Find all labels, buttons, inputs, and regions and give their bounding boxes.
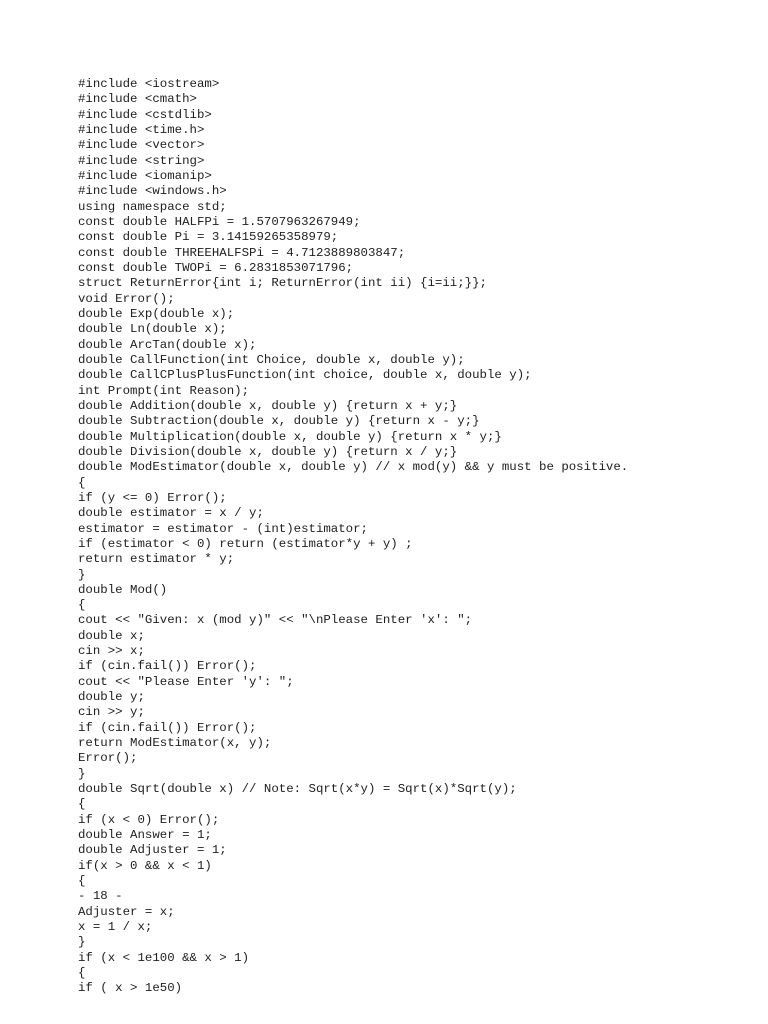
code-line: cin >> y; xyxy=(78,705,145,720)
code-line: estimator = estimator - (int)estimator; xyxy=(78,521,368,536)
code-line: #include <windows.h> xyxy=(78,184,227,199)
code-line: double Adjuster = 1; xyxy=(78,843,227,858)
code-line: const double HALFPi = 1.5707963267949; xyxy=(78,214,361,229)
code-line: #include <time.h> xyxy=(78,122,205,137)
code-line: { xyxy=(78,966,86,981)
code-line: const double TWOPi = 6.2831853071796; xyxy=(78,260,354,275)
code-line: double x; xyxy=(78,628,145,643)
code-line: const double Pi = 3.14159265358979; xyxy=(78,230,339,245)
code-line: cout << "Given: x (mod y)" << "\nPlease Enter 'x': "; xyxy=(78,613,473,628)
code-line: cin >> x; xyxy=(78,644,145,659)
code-line: double Mod() xyxy=(78,582,168,597)
code-line: double ModEstimator(double x, double y) // x mod(y) && y must be positive. xyxy=(78,460,629,475)
code-line: double y; xyxy=(78,690,145,705)
code-line: #include <iostream> xyxy=(78,77,220,91)
code-line: #include <vector> xyxy=(78,138,205,153)
code-line: return estimator * y; xyxy=(78,552,235,567)
code-line: if(x > 0 && x < 1) xyxy=(78,858,212,873)
code-line: } xyxy=(78,766,86,781)
code-line: using namespace std; xyxy=(78,199,227,214)
code-line: void Error(); xyxy=(78,291,175,306)
code-line: { xyxy=(78,475,86,490)
code-line: #include <iomanip> xyxy=(78,168,212,183)
code-line: double Sqrt(double x) // Note: Sqrt(x*y) = Sqrt(x)*Sqrt(y); xyxy=(78,782,517,797)
code-line: double Addition(double x, double y) {return x + y;} xyxy=(78,398,458,413)
code-line: if ( x > 1e50) xyxy=(78,981,183,996)
code-line: cout << "Please Enter 'y': "; xyxy=(78,674,294,689)
code-line: double Division(double x, double y) {return x / y;} xyxy=(78,444,458,459)
code-line: double ArcTan(double x); xyxy=(78,337,257,352)
code-line: int Prompt(int Reason); xyxy=(78,383,250,398)
code-line: { xyxy=(78,598,86,613)
code-line: if (estimator < 0) return (estimator*y + y) ; xyxy=(78,536,413,551)
code-line: x = 1 / x; xyxy=(78,920,153,935)
code-line: double CallFunction(int Choice, double x, double y); xyxy=(78,352,465,367)
code-line: } xyxy=(78,567,86,582)
code-line: double Subtraction(double x, double y) {return x - y;} xyxy=(78,414,480,429)
code-line: return ModEstimator(x, y); xyxy=(78,736,272,751)
code-line: double Ln(double x); xyxy=(78,322,227,337)
code-line: #include <cstdlib> xyxy=(78,107,212,122)
code-line: double estimator = x / y; xyxy=(78,506,264,521)
code-line: double Multiplication(double x, double y) {return x * y;} xyxy=(78,429,502,444)
code-line: if (x < 0) Error(); xyxy=(78,812,220,827)
code-line: { xyxy=(78,874,86,889)
code-line: #include <string> xyxy=(78,153,205,168)
code-line: struct ReturnError{int i; ReturnError(int ii) {i=ii;}}; xyxy=(78,276,487,291)
code-line: Adjuster = x; xyxy=(78,904,175,919)
code-line: double Exp(double x); xyxy=(78,306,235,321)
code-line: if (x < 1e100 && x > 1) xyxy=(78,950,250,965)
code-line: if (cin.fail()) Error(); xyxy=(78,720,257,735)
code-line: } xyxy=(78,935,86,950)
code-line: Error(); xyxy=(78,751,138,766)
code-line: if (y <= 0) Error(); xyxy=(78,490,227,505)
code-line: double Answer = 1; xyxy=(78,828,212,843)
code-line: - 18 - xyxy=(78,889,123,904)
code-line: if (cin.fail()) Error(); xyxy=(78,659,257,674)
code-listing xyxy=(78,77,628,997)
code-line: #include <cmath> xyxy=(78,92,197,107)
code-line: const double THREEHALFSPi = 4.7123889803847; xyxy=(78,245,406,260)
code-line: { xyxy=(78,797,86,812)
code-line: double CallCPlusPlusFunction(int choice, double x, double y); xyxy=(78,368,532,383)
